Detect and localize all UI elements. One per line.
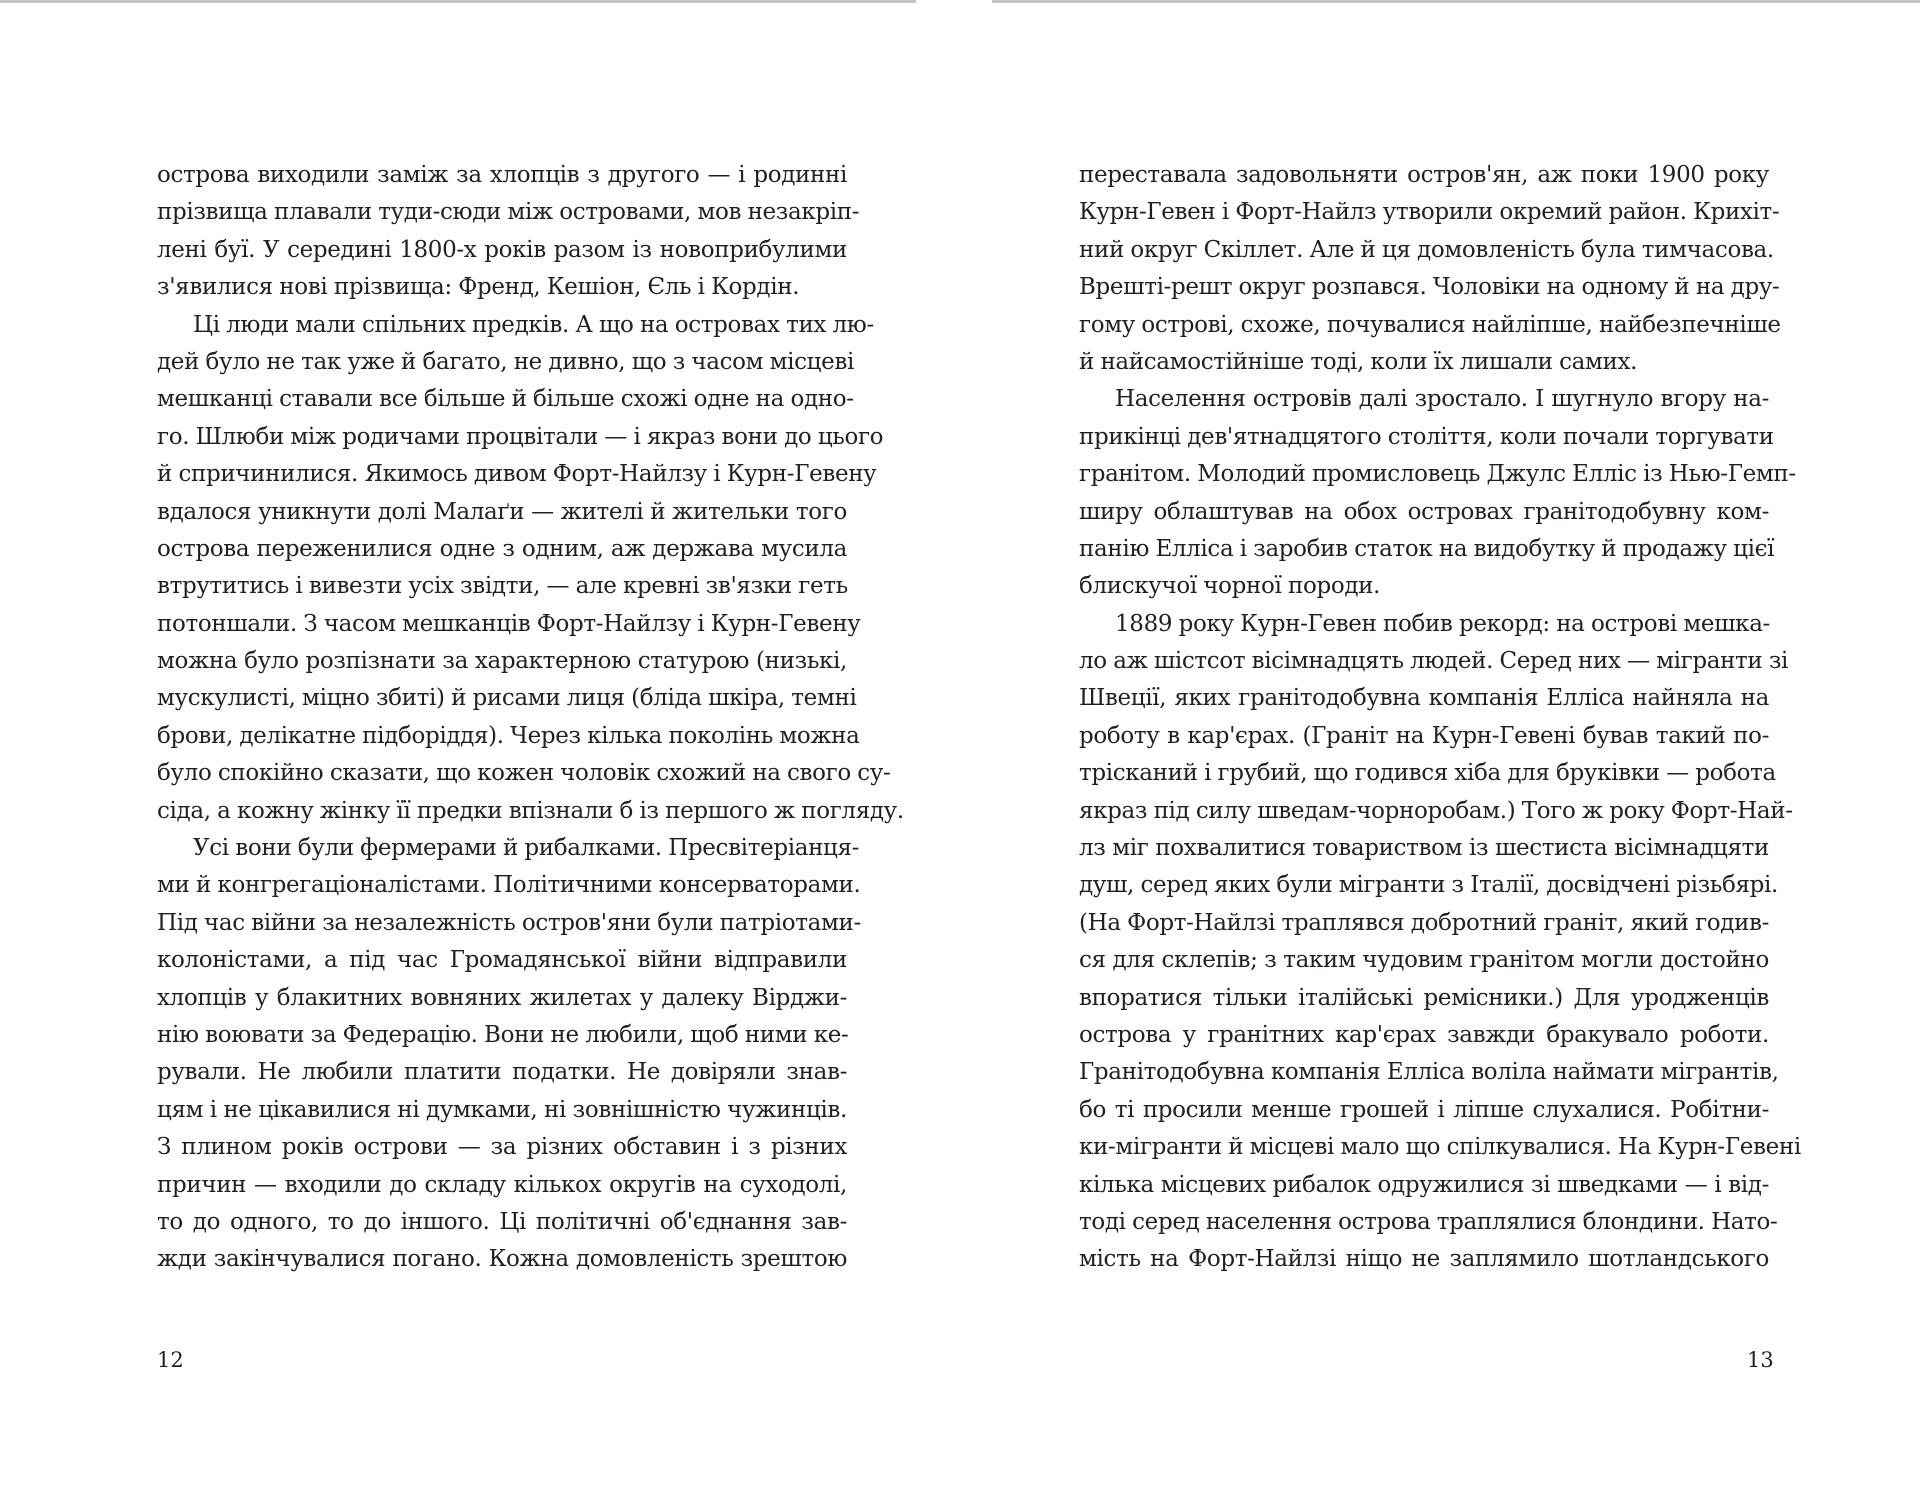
text-line: Населення островів далі зростало. І шугнуло вгору на- — [1115, 386, 1769, 413]
text-line: лз міг похвалитися товариством із шестиста вісімнадцяти — [1079, 835, 1769, 862]
text-line: Врешті-решт округ розпався. Чоловіки на одному й на дру- — [1079, 274, 1780, 301]
left-page — [0, 0, 916, 1488]
text-line: роботу в кар'єрах. (Граніт на Курн-Гевені бував такий по- — [1079, 722, 1769, 749]
page-number: 12 — [157, 1348, 184, 1372]
right-page-top-edge — [992, 0, 1920, 3]
text-line: мість на Форт-Найлзі ніщо не заплямило шотландського — [1079, 1246, 1769, 1273]
text-line: сіда, а кожну жінку її предки впізнали б із першого ж погляду. — [157, 797, 904, 824]
text-line: мускулисті, міцно збиті) й рисами лиця (бліда шкіра, темні — [157, 685, 857, 712]
text-line: 1889 року Курн-Гевен побив рекорд: на острові мешка- — [1115, 610, 1770, 637]
text-line: гому острові, схоже, почувалися найліпше, найбезпечніше — [1079, 311, 1781, 338]
text-line: острова виходили заміж за хлопців з другого — і родинні — [157, 162, 847, 188]
text-line: Усі вони були фермерами й рибалками. Пресвітеріанця- — [193, 835, 860, 862]
right-page — [992, 0, 1920, 1488]
left-page-body — [157, 157, 904, 1279]
text-line: мешканці ставали все більше й більше схожі одне на одно- — [157, 386, 854, 413]
text-line: дей було не так уже й багато, не дивно, що з часом місцеві — [157, 348, 854, 375]
text-line: Швеції, яких гранітодобувна компанія Елліса найняла на — [1079, 685, 1769, 712]
text-line: Курн-Гевен і Форт-Найлз утворили окремий район. Крихіт- — [1079, 199, 1780, 226]
text-line: лені буї. У середині 1800-х років разом із новоприбулими — [157, 236, 847, 263]
text-line: жди закінчувалися погано. Кожна домовленість зрештою — [157, 1246, 847, 1273]
text-line: впоратися тільки італійські ремісники.) Для уродженців — [1079, 984, 1769, 1011]
text-line: Гранітодобувна компанія Елліса воліла наймати мігрантів, — [1079, 1059, 1779, 1086]
text-line: Ці люди мали спільних предків. А що на островах тих лю- — [193, 311, 874, 338]
text-line: ми й конгрегаціоналістами. Політичними консерваторами. — [157, 872, 861, 899]
text-line: з'явилися нові прізвища: Френд, Кешіон, Єль і Кордін. — [157, 274, 800, 301]
text-line: тоді серед населення острова траплялися блондини. Нато- — [1079, 1208, 1778, 1235]
text-line: острова переженилися одне з одним, аж держава мусила — [157, 535, 847, 562]
text-line: було спокійно сказати, що кожен чоловік схожий на свого су- — [157, 760, 891, 787]
text-line: блискучої чорної породи. — [1079, 573, 1381, 600]
text-line: Під час війни за незалежність остров'яни були патріотами- — [157, 909, 861, 936]
right-page-body — [1079, 157, 1801, 1279]
text-line: й спричинилися. Якимось дивом Форт-Найлзу і Курн-Гевену — [157, 461, 877, 488]
text-line: прикінці дев'ятнадцятого століття, коли почали торгувати — [1079, 423, 1774, 450]
text-line: переставала задовольняти остров'ян, аж поки 1900 року — [1079, 162, 1769, 188]
text-line: якраз під силу шведам-чорноробам.) Того ж року Форт-Най- — [1079, 797, 1793, 824]
text-line: брови, делікатне підборіддя). Через кілька поколінь можна — [157, 722, 860, 749]
text-line: рували. Не любили платити податки. Не довіряли знав- — [157, 1059, 847, 1086]
text-line: душ, серед яких були мігранти з Італії, досвідчені різьбярі. — [1079, 872, 1778, 899]
text-line: ся для склепів; з таким чудовим гранітом могли достойно — [1079, 947, 1769, 974]
text-line: бо ті просили менше грошей і ліпше слухалися. Робітни- — [1079, 1096, 1769, 1123]
text-line: го. Шлюби між родичами процвітали — і якраз вони до цього — [157, 423, 884, 450]
text-line: колоністами, а під час Громадянської війни відправили — [157, 947, 847, 974]
text-line: острова у гранітних кар'єрах завжди бракувало роботи. — [1079, 1021, 1769, 1048]
text-line: й найсамостійніше тоді, коли їх лишали самих. — [1079, 348, 1638, 375]
left-page-top-edge — [0, 0, 916, 3]
text-line: нію воювати за Федерацію. Вони не любили, щоб ними ке- — [157, 1021, 849, 1048]
text-line: ки-мігранти й місцеві мало що спілкувалися. На Курн-Гевені — [1079, 1134, 1801, 1161]
text-line: вдалося уникнути долі Малаґи — жителі й жительки того — [157, 498, 847, 525]
text-line: прізвища плавали туди-сюди між островами, мов незакріп- — [157, 199, 860, 226]
text-line: ний округ Скіллет. Але й ця домовленість була тимчасова. — [1079, 236, 1774, 263]
text-line: панію Елліса і заробив статок на видобутку й продажу цієї — [1079, 535, 1775, 562]
text-line: потоншали. З часом мешканців Форт-Найлзу і Курн-Гевену — [157, 610, 861, 637]
text-line: гранітом. Молодий промисловець Джулс Елліс із Нью-Гемп- — [1079, 461, 1796, 488]
text-line: хлопців у блакитних вовняних жилетах у далеку Вірджи- — [157, 984, 847, 1011]
text-line: ло аж шістсот вісімнадцять людей. Серед них — мігранти зі — [1079, 648, 1789, 675]
text-line: ширу облаштував на обох островах гранітодобувну ком- — [1079, 498, 1769, 525]
text-line: кілька місцевих рибалок одружилися зі шведками — і від- — [1079, 1171, 1769, 1198]
text-line: можна було розпізнати за характерною статурою (низькі, — [157, 648, 847, 675]
page-number: 13 — [1747, 1348, 1774, 1372]
text-line: втрутитись і вивезти усіх звідти, — але кревні зв'язки геть — [157, 573, 848, 600]
text-line: то до одного, то до іншого. Ці політичні об'єднання зав- — [157, 1208, 847, 1235]
text-line: причин — входили до складу кількох округів на суходолі, — [157, 1171, 847, 1198]
text-line: (На Форт-Найлзі траплявся добротний граніт, який годив- — [1079, 909, 1770, 936]
text-line: З плином років острови — за різних обставин і з різних — [157, 1134, 847, 1161]
text-line: цям і не цікавилися ні думками, ні зовнішністю чужинців. — [157, 1096, 847, 1123]
text-line: трісканий і грубий, що годився хіба для бруківки — робота — [1079, 760, 1776, 787]
